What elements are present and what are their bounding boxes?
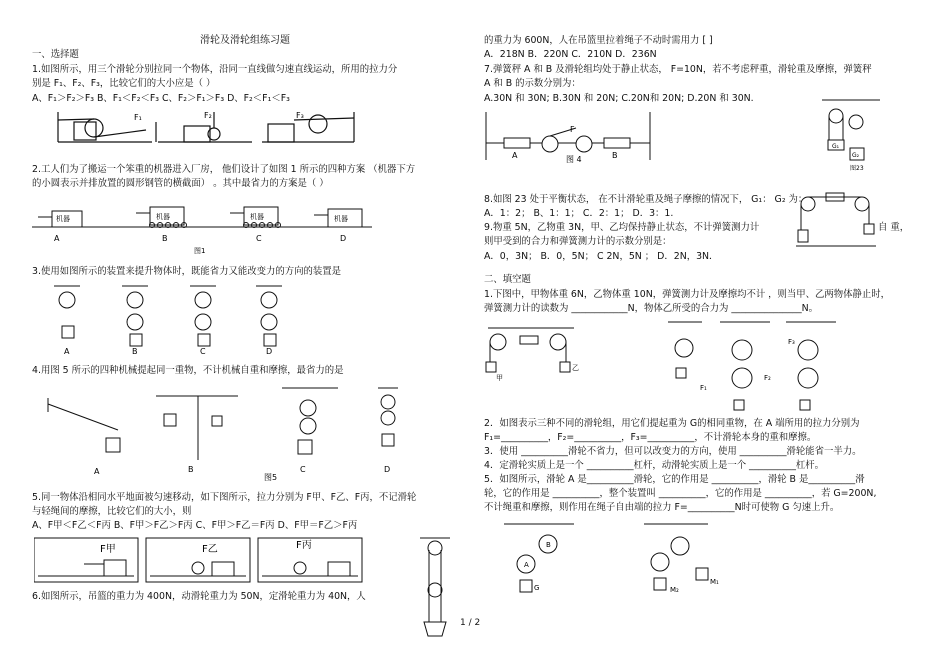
svg-text:A: A: [64, 347, 70, 356]
svg-text:机器: 机器: [250, 213, 264, 221]
question-1-figure: [56, 108, 356, 146]
svg-text:F甲: F甲: [100, 544, 116, 555]
fill-5-line-3: 不计绳重和摩擦，则作用在绳子自由端的拉力 F=__________N时可使物 G 匀速上升。: [484, 502, 840, 513]
section-heading-choice: 一、选择题: [32, 49, 79, 60]
question-7-line-1: 7.弹簧秤 A 和 B 及滑轮组均处于静止状态， F=10N，若不考虑秤重，滑轮重及摩擦，弹簧秤: [484, 64, 872, 75]
svg-text:F₁: F₁: [700, 384, 707, 392]
question-6-line-2: 的重力为 600N，人在吊篮里拉着绳子不动时需用力 [ ]: [484, 35, 713, 46]
svg-text:A: A: [54, 234, 60, 243]
svg-text:F丙: F丙: [296, 540, 312, 551]
figure-1-caption: 图1: [194, 247, 206, 255]
fill-2-line-2: F₁=__________，F₂=__________，F₃=__________，不计滑轮本身的重和摩擦。: [484, 432, 817, 443]
fill-2-line-1: 2．如图表示三种不同的滑轮组，用它们提起重为 G的相同重物，在 A 端所用的拉力分别为: [484, 418, 860, 429]
question-5-line-2: 与轻绳间的摩擦，比较它们的大小，则: [32, 506, 192, 517]
question-1-line-2: 别是 F₁、F₂、F₃，比较它们的大小应是（ ）: [32, 78, 216, 89]
svg-text:F: F: [570, 125, 575, 134]
question-8-figure-23: [820, 96, 884, 176]
svg-text:F₁: F₁: [134, 113, 142, 122]
svg-text:C: C: [256, 234, 262, 243]
svg-text:F₃: F₃: [788, 338, 795, 346]
question-2-line-2: 的小圆表示并排放置的圆形钢管的横截面） 。其中最省力的方案是（ ）: [32, 178, 329, 189]
question-7-line-2: A 和 B 的示数分别为：: [484, 78, 581, 89]
question-4-text: 4.用图 5 所示的四种机械提起同一重物，不计机械自重和摩擦，最省力的是: [32, 365, 344, 376]
svg-text:D: D: [266, 347, 273, 356]
page-indicator: 1 / 2: [460, 618, 481, 628]
question-9-options: A．0，3N； B．0，5N； C 2N，5N ； D．2N，3N．: [484, 251, 719, 262]
question-1-line-1: 1.如图所示，用三个滑轮分别拉同一个物体，沿同一直线做匀速直线运动，所用的拉力分: [32, 64, 398, 75]
question-2-line-1: 2.工人们为了搬运一个笨重的机器进入厂房， 他们设计了如图 1 所示的四种方案 （机器下方: [32, 164, 416, 175]
hanging-basket-figure: [418, 536, 452, 640]
question-7-options: A.30N 和 30N; B.30N 和 20N; C.20N和 20N; D.20N 和 30N.: [484, 93, 754, 104]
figure-23-caption: 图23: [850, 165, 864, 172]
svg-text:G₁: G₁: [832, 143, 840, 150]
svg-text:C: C: [200, 347, 206, 356]
svg-text:G: G: [534, 584, 540, 592]
fill-5-line-2: 轮，它的作用是 __________，整个装置叫 __________，它的作用是 __________，若 G=200N,: [484, 488, 877, 499]
svg-text:F₃: F₃: [296, 111, 304, 120]
svg-text:M₂: M₂: [670, 586, 679, 594]
svg-text:C: C: [300, 465, 306, 474]
self-weight-note: 自 重，: [878, 222, 910, 233]
page-title: 滑轮及滑轮组练习题: [200, 35, 290, 46]
svg-text:F₂: F₂: [764, 374, 771, 382]
question-9-line-2: 则甲受到的合力和弹簧测力计的示数分别是：: [484, 236, 672, 247]
svg-text:B: B: [132, 347, 138, 356]
question-9-figure: [796, 190, 876, 254]
question-1-options: A、F₁＞F₂＞F₃ B、F₁＜F₂＜F₃ C、F₂＞F₁＞F₃ D、F₂＜F₁＜F₃: [32, 93, 290, 104]
svg-text:机器: 机器: [156, 213, 170, 221]
question-2-figure-1: [32, 193, 372, 255]
question-6-options: A．218N B．220N C．210N D．236N: [484, 49, 657, 60]
fill-4-text: 4．定滑轮实质上是一个 __________杠杆，动滑轮实质上是一个 __________杠杆。: [484, 460, 825, 471]
svg-text:M₁: M₁: [710, 578, 719, 586]
svg-text:B: B: [612, 151, 618, 160]
question-3-figure: [50, 282, 300, 358]
question-9-line-1: 9.物重 5N，乙物重 3N，甲、乙均保持静止状态，不计弹簧测力计: [484, 222, 760, 233]
question-6-line-1: 6.如图所示，吊篮的重力为 400N，动滑轮重力为 50N，定滑轮重力为 40N，人: [32, 591, 366, 602]
svg-text:A: A: [512, 151, 518, 160]
svg-text:机器: 机器: [334, 215, 348, 223]
section-heading-fill: 二、填空题: [484, 274, 531, 285]
fill-1-line-2: 弹簧测力计的读数为 ____________N，物体乙所受的合力为 _______________N。: [484, 303, 819, 314]
svg-text:B: B: [162, 234, 168, 243]
svg-text:D: D: [384, 465, 391, 474]
svg-text:B: B: [188, 465, 194, 474]
question-8-options: A．1：2； B、1：1； C．2：1； D．3：1.: [484, 208, 674, 219]
svg-text:甲: 甲: [496, 374, 503, 382]
fill-5-figure: [500, 520, 740, 596]
svg-text:机器: 机器: [56, 215, 70, 223]
svg-text:D: D: [340, 234, 347, 243]
fill-3-text: 3．使用 __________滑轮不省力，但可以改变力的方向，使用 __________滑轮能省一半力。: [484, 446, 862, 457]
fill-5-line-1: 5．如图所示，滑轮 A 是__________滑轮，它的作用是 __________，滑轮 B 是__________滑: [484, 474, 865, 485]
svg-text:A: A: [94, 467, 100, 476]
question-5-options: A、F甲＜F乙＜F丙 B、F甲＞F乙＞F丙 C、F甲＞F乙＝F丙 D、F甲＝F乙＞F丙: [32, 520, 358, 531]
fill-1-2-figures: [484, 318, 924, 414]
question-7-figure-4: [484, 110, 654, 166]
figure-4-caption: 图 4: [566, 155, 582, 164]
question-5-line-1: 5.同一物体沿相同水平地面被匀速移动，如下图所示，拉力分别为 F甲、F乙、F丙，不记滑轮: [32, 492, 417, 503]
question-8-line-1: 8.如图 23 处于平衡状态， 在不计滑轮重及绳子摩擦的情况下， G₁： G₂ 为：: [484, 194, 808, 205]
question-4-figure-5: [38, 382, 418, 486]
fill-1-line-1: 1.下图中，甲物体重 6N，乙物体重 10N，弹簧测力计及摩擦均不计 ，则当甲、乙两物体静止时，: [484, 289, 891, 300]
svg-text:A: A: [524, 561, 529, 569]
question-5-figure: [34, 534, 374, 586]
svg-text:B: B: [546, 541, 551, 549]
svg-text:G₂: G₂: [852, 152, 860, 159]
svg-text:F乙: F乙: [202, 544, 218, 555]
svg-text:乙: 乙: [572, 364, 579, 372]
svg-text:F₂: F₂: [204, 111, 212, 120]
figure-5-caption: 图5: [264, 473, 278, 482]
question-3-text: 3.使用如图所示的装置来提升物体时，既能省力又能改变力的方向的装置是: [32, 266, 341, 277]
